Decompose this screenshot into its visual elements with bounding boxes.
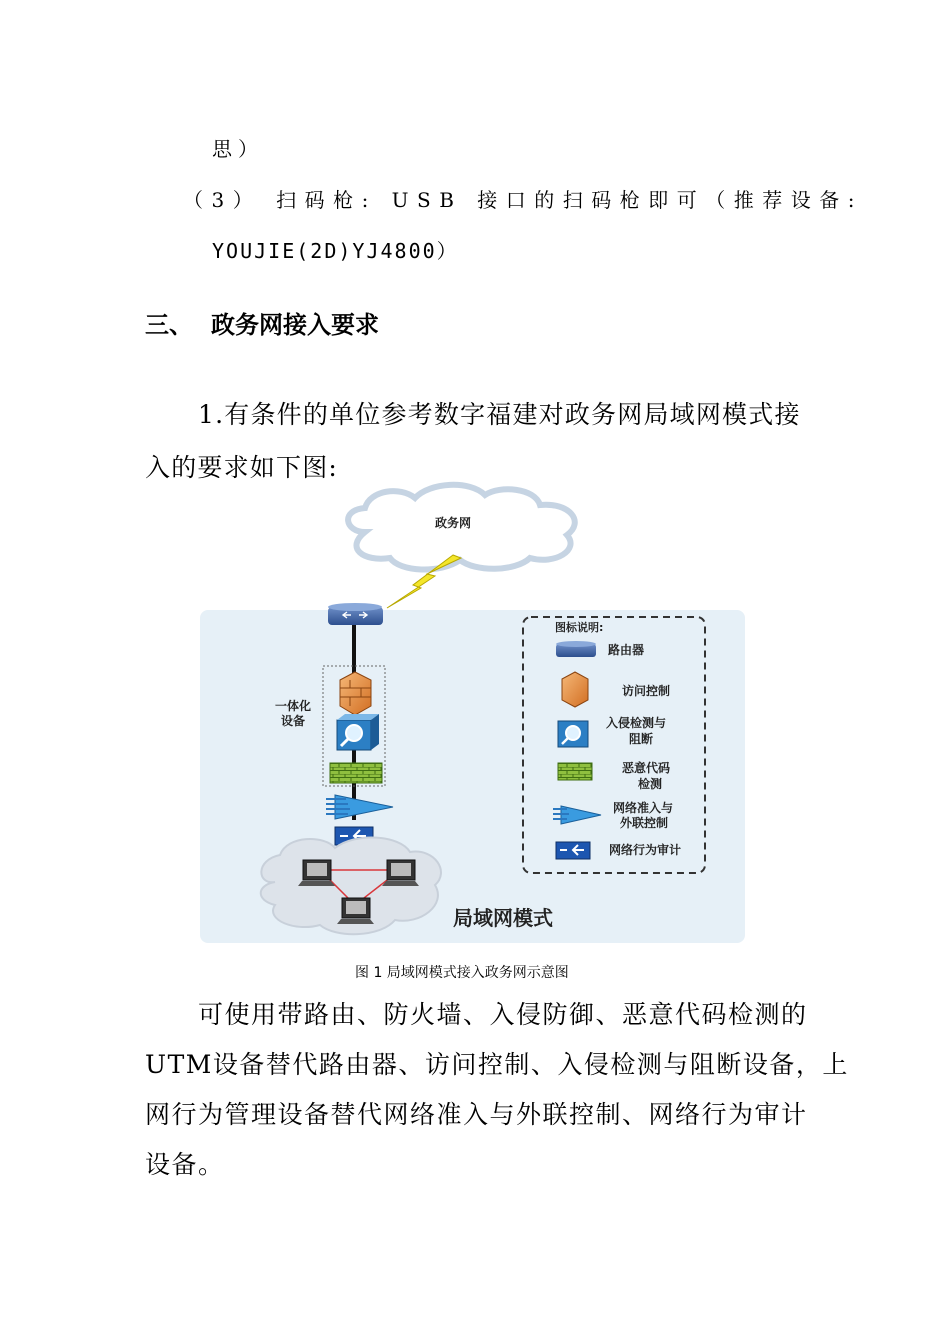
- list-item-scanner: （3） 扫码枪: USB 接口的扫码枪即可（推荐设备:: [183, 188, 864, 212]
- brick-wall-icon: [558, 763, 592, 780]
- computer-icon: [298, 860, 335, 886]
- integrated-label-1: 一体化: [275, 699, 312, 713]
- legend-label: 路由器: [608, 643, 645, 657]
- paragraph-1-line-1: 1.有条件的单位参考数字福建对政务网局域网模式接: [198, 400, 801, 429]
- audit-icon: [556, 842, 590, 859]
- brick-wall-icon: [330, 763, 382, 783]
- legend-label: 访问控制: [622, 684, 671, 698]
- legend-label: 检测: [638, 777, 663, 791]
- list-item-scanner-model: YOUJIE(2D)YJ4800）: [212, 239, 459, 263]
- legend-label: 网络准入与: [613, 801, 674, 815]
- section-title: 政务网接入要求: [211, 311, 379, 339]
- firewall-icon: [340, 672, 371, 715]
- ids-icon: [337, 714, 379, 750]
- legend-title: 图标说明:: [555, 621, 604, 634]
- section-number: 三、: [145, 311, 193, 339]
- lan-mode-label: 局域网模式: [453, 906, 553, 930]
- firewall-icon: [562, 672, 588, 707]
- legend-label: 网络行为审计: [609, 843, 682, 857]
- computer-icon: [337, 898, 374, 924]
- ids-icon: [558, 721, 588, 747]
- paragraph-2-line-1: 可使用带路由、防火墙、入侵防御、恶意代码检测的: [198, 1000, 808, 1029]
- cloud-label: 政务网: [435, 516, 472, 530]
- figure-caption: 图 1 局域网模式接入政务网示意图: [355, 965, 569, 981]
- router-icon: [556, 641, 596, 657]
- integrated-label-2: 设备: [281, 714, 306, 728]
- continuation-text: 思）: [212, 137, 264, 161]
- legend-label: 外联控制: [620, 816, 669, 830]
- paragraph-1-line-2: 入的要求如下图:: [145, 453, 339, 482]
- paragraph-2-line-4: 设备。: [145, 1150, 225, 1179]
- section-heading: [145, 305, 379, 340]
- legend-label: 入侵检测与: [606, 716, 667, 730]
- legend-label: 阻断: [629, 732, 654, 746]
- paragraph-2-line-3: 网行为管理设备替代网络准入与外联控制、网络行为审计: [145, 1100, 808, 1129]
- paragraph-2-line-2: UTM设备替代路由器、访问控制、入侵检测与阻断设备，上: [145, 1050, 849, 1079]
- computer-icon: [382, 860, 419, 886]
- router-icon: [328, 603, 383, 625]
- legend-label: 恶意代码: [622, 761, 671, 775]
- network-diagram: [195, 480, 755, 950]
